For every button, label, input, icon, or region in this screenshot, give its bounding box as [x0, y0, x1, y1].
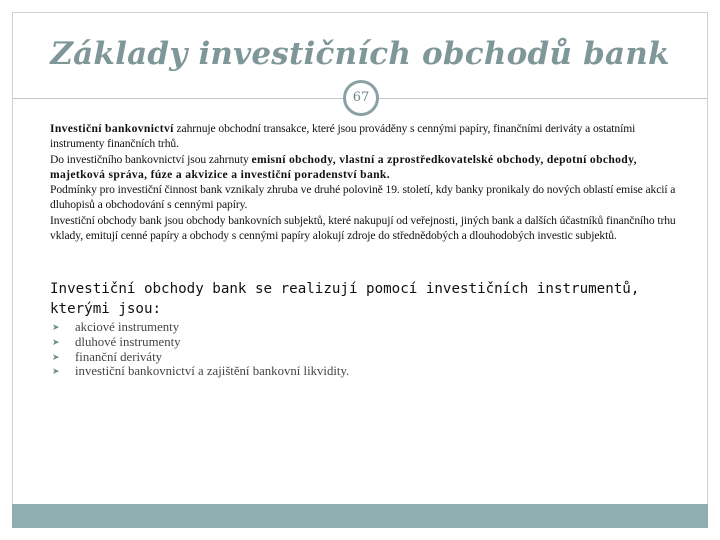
- paragraph-1: [50, 121, 690, 152]
- paragraph-2-bold: emisní obchody, vlastní a zprostředkovatelské obchody, depotní obchody, majetková správa, fúze a akvizice a investiční poradenství bank.: [50, 152, 637, 181]
- list-item: [50, 350, 349, 365]
- paragraph-1-lead: Investiční bankovnictví: [50, 122, 174, 135]
- paragraph-1-rest: zahrnuje obchodní transakce, které jsou prováděny s cennými papíry, finančními deriváty a ostatními instrumenty finančních trhů.: [50, 122, 636, 151]
- footer-bar: [12, 504, 708, 528]
- arrow-bullet-icon: ➤: [52, 366, 60, 377]
- list-item: [50, 335, 349, 350]
- slide-title: Základy investičních obchodů bank: [50, 36, 670, 72]
- arrow-bullet-icon: ➤: [52, 336, 60, 347]
- arrow-bullet-icon: ➤: [52, 351, 60, 362]
- instruments-lead: Investiční obchody bank se realizují pomocí investičních instrumentů, kterými jsou:: [50, 281, 640, 317]
- instrument-list: [50, 320, 349, 379]
- body-text: [50, 121, 690, 243]
- list-item: [50, 320, 349, 335]
- list-item: [50, 364, 349, 379]
- paragraph-4: Investiční obchody bank jsou obchody bankovních subjektů, které nakupují od veřejnosti, jiných bank a dalších účastníků finančního trhu vklady, emitují cenné papíry a obchody s cennými papíry alokují zdroje do střednědobých a dlouhodobých investic subjektů.: [50, 213, 676, 243]
- list-item-label: dluhové instrumenty: [75, 334, 181, 349]
- paragraph-2-start: Do investičního bankovnictví jsou zahrnuty: [50, 152, 252, 166]
- page-number-badge: 67: [343, 80, 379, 116]
- arrow-bullet-icon: ➤: [52, 322, 60, 332]
- list-item-label: investiční bankovnictví a zajištění bankovní likvidity.: [75, 364, 350, 379]
- paragraph-3: Podmínky pro investiční činnost bank vznikaly zhruba ve druhé polovině 19. století, kdy banky pronikaly do nových oblastí emise akcií a dluhopisů a obchodování s cennými papíry.: [50, 183, 676, 212]
- paragraph-2: [50, 152, 690, 183]
- list-item-label: akciové instrumenty: [75, 320, 180, 334]
- list-item-label: finanční deriváty: [75, 349, 163, 364]
